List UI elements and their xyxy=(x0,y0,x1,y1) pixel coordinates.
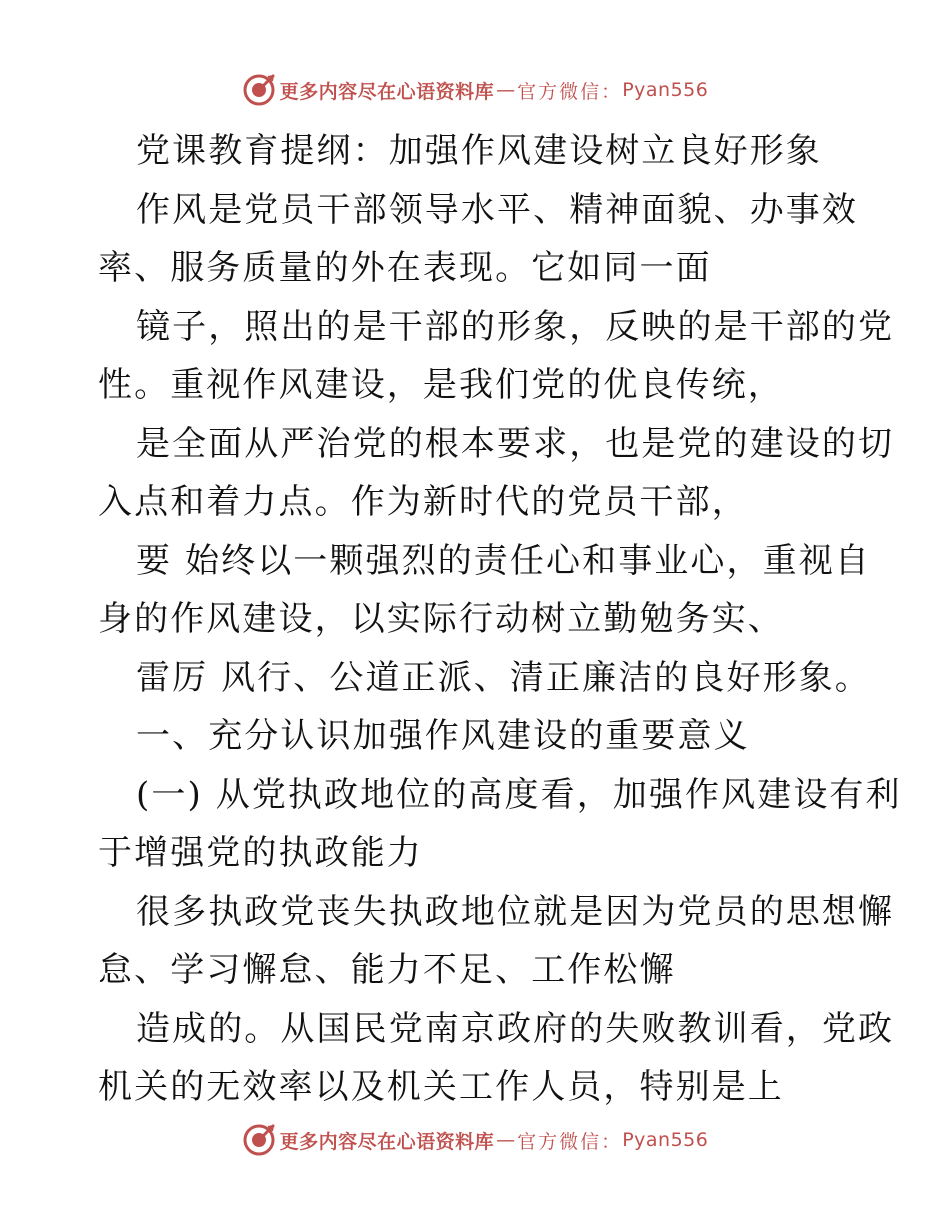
watermark-label: 官方微信： xyxy=(517,1130,623,1153)
text-line: 造成的。从国民党南京政府的失败教训看，党政 xyxy=(136,1008,895,1049)
watermark-id: Pyan556 xyxy=(622,79,709,101)
text-line: 入点和着力点。作为新时代的党员干部， xyxy=(98,482,748,522)
logo-icon xyxy=(242,73,276,107)
section-heading: 一、充分认识加强作风建设的重要意义 xyxy=(136,716,750,756)
logo-icon xyxy=(242,1123,276,1157)
subsection-heading: (一) 从党执政地位的高度看，加强作风建设有利 xyxy=(136,774,902,815)
text-line: 作风是党员干部领导水平、精神面貌、办事效 xyxy=(136,189,858,230)
text-line: 性。重视作风建设，是我们党的优良传统， xyxy=(98,365,784,405)
text-line: 很多执政党丧失执政地位就是因为党员的思想懈 xyxy=(136,891,895,932)
watermark-label: 官方微信： xyxy=(517,80,623,103)
text-line: 党课教育提纲：加强作风建设树立良好形象 xyxy=(136,131,822,171)
text-line: 雷厉 风行、公道正派、清正廉洁的良好形象。 xyxy=(136,657,871,698)
header-watermark xyxy=(0,70,950,110)
watermark-id: Pyan556 xyxy=(622,1129,709,1151)
text-line: 身的作风建设，以实际行动树立勤勉务实、 xyxy=(98,599,784,639)
text-line: 要 始终以一颗强烈的责任心和事业心，重视自 xyxy=(136,540,871,581)
document-body xyxy=(98,122,902,1117)
text-line: 怠、学习懈怠、能力不足、工作松懈 xyxy=(98,950,676,990)
watermark-main-text: 更多内容尽在心语资料库 xyxy=(279,1130,495,1153)
text-line: 镜子，照出的是干部的形象，反映的是干部的党 xyxy=(136,306,895,347)
text-line: 机关的无效率以及机关工作人员，特别是上 xyxy=(98,1067,784,1107)
text-line: 率、服务质量的外在表现。它如同一面 xyxy=(98,248,712,288)
subsection-heading-cont: 于增强党的执政能力 xyxy=(98,833,423,873)
text-line: 是全面从严治党的根本要求，也是党的建设的切 xyxy=(136,423,895,464)
watermark-separator: — xyxy=(496,79,516,101)
footer-watermark xyxy=(0,1120,950,1160)
watermark-main-text: 更多内容尽在心语资料库 xyxy=(279,80,495,103)
watermark-separator: — xyxy=(496,1129,516,1151)
